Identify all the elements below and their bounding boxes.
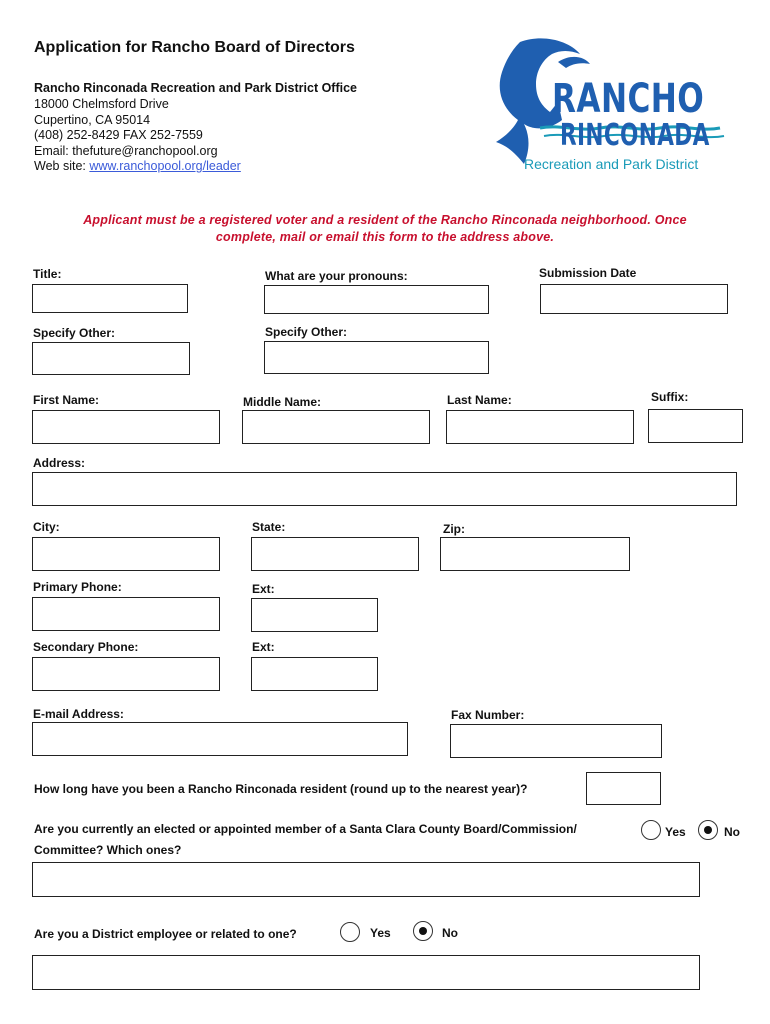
- title-input[interactable]: [32, 284, 188, 313]
- district-employee-question: Are you a District employee or related to one?: [34, 927, 297, 941]
- address-line-2: Cupertino, CA 95014: [34, 112, 151, 127]
- title-label: Title:: [33, 267, 62, 281]
- suffix-input[interactable]: [648, 409, 743, 443]
- specify-other-title-input[interactable]: [32, 342, 190, 375]
- middle-name-label: Middle Name:: [243, 395, 322, 409]
- city-label: City:: [33, 520, 60, 534]
- notice-line-2: complete, mail or email this form to the address above.: [215, 230, 555, 244]
- logo-word-rancho: RANCHO: [552, 76, 705, 122]
- rancho-rinconada-logo: [480, 32, 740, 182]
- resident-years-input[interactable]: [586, 772, 661, 805]
- specify-other-pronouns-label: Specify Other:: [265, 325, 348, 339]
- primary-phone-input[interactable]: [32, 597, 220, 631]
- district-employee-input[interactable]: [32, 955, 700, 990]
- primary-ext-label: Ext:: [252, 582, 275, 596]
- city-input[interactable]: [32, 537, 220, 571]
- secondary-phone-input[interactable]: [32, 657, 220, 691]
- logo-word-rinconada: RINCONADA: [560, 118, 710, 153]
- address-input[interactable]: [32, 472, 737, 506]
- fax-label: Fax Number:: [451, 708, 525, 722]
- district-yes-radio[interactable]: [340, 922, 360, 942]
- last-name-input[interactable]: [446, 410, 634, 444]
- primary-phone-label: Primary Phone:: [33, 580, 122, 594]
- secondary-ext-input[interactable]: [251, 657, 378, 691]
- phone-fax: (408) 252-8429 FAX 252-7559: [34, 128, 203, 142]
- zip-label: Zip:: [443, 522, 465, 536]
- zip-input[interactable]: [440, 537, 630, 571]
- eligibility-notice: [20, 212, 750, 246]
- address-label: Address:: [33, 456, 86, 470]
- suffix-label: Suffix:: [651, 390, 689, 404]
- page-title: Application for Rancho Board of Directors: [34, 39, 355, 56]
- resident-years-question: How long have you been a Rancho Rinconada resident (round up to the nearest year)?: [34, 782, 528, 796]
- fax-input[interactable]: [450, 724, 662, 758]
- submission-date-input[interactable]: [540, 284, 728, 314]
- pronouns-label: What are your pronouns:: [265, 269, 408, 283]
- district-no-label: No: [442, 926, 458, 940]
- board-yes-label: Yes: [665, 825, 686, 839]
- board-no-label: No: [724, 825, 740, 839]
- first-name-label: First Name:: [33, 393, 100, 407]
- radio-selected-dot: [704, 826, 712, 834]
- email-input[interactable]: [32, 722, 408, 756]
- org-email: Email: thefuture@ranchopool.org: [34, 143, 218, 158]
- pronouns-input[interactable]: [264, 285, 489, 314]
- district-yes-label: Yes: [370, 926, 391, 940]
- first-name-input[interactable]: [32, 410, 220, 444]
- board-no-radio[interactable]: [698, 820, 718, 840]
- secondary-ext-label: Ext:: [252, 640, 275, 654]
- org-website: [34, 159, 241, 175]
- state-input[interactable]: [251, 537, 419, 571]
- org-address: [34, 97, 241, 175]
- board-member-input[interactable]: [32, 862, 700, 897]
- middle-name-input[interactable]: [242, 410, 430, 444]
- board-yes-radio[interactable]: [641, 820, 661, 840]
- address-line-1: 18000 Chelmsford Drive: [34, 97, 169, 111]
- primary-ext-input[interactable]: [251, 598, 378, 632]
- email-label: E-mail Address:: [33, 707, 124, 721]
- state-label: State:: [252, 520, 286, 534]
- radio-selected-dot: [419, 927, 427, 935]
- district-no-radio[interactable]: [413, 921, 433, 941]
- notice-line-1: Applicant must be a registered voter and a resident of the Rancho Rinconada neighborhood. Once: [83, 213, 687, 227]
- specify-other-pronouns-input[interactable]: [264, 341, 489, 374]
- org-name: Rancho Rinconada Recreation and Park District Office: [34, 81, 357, 95]
- board-member-question-line-2: Committee? Which ones?: [34, 843, 182, 857]
- website-link[interactable]: www.ranchopool.org/leader: [89, 159, 241, 173]
- website-prefix: Web site:: [34, 159, 90, 173]
- submission-date-label: Submission Date: [539, 266, 637, 280]
- last-name-label: Last Name:: [447, 393, 512, 407]
- specify-other-title-label: Specify Other:: [33, 326, 116, 340]
- board-member-question-line-1: Are you currently an elected or appointed member of a Santa Clara County Board/Commission/: [34, 822, 577, 836]
- logo-tagline: Recreation and Park District: [524, 156, 699, 172]
- secondary-phone-label: Secondary Phone:: [33, 640, 139, 654]
